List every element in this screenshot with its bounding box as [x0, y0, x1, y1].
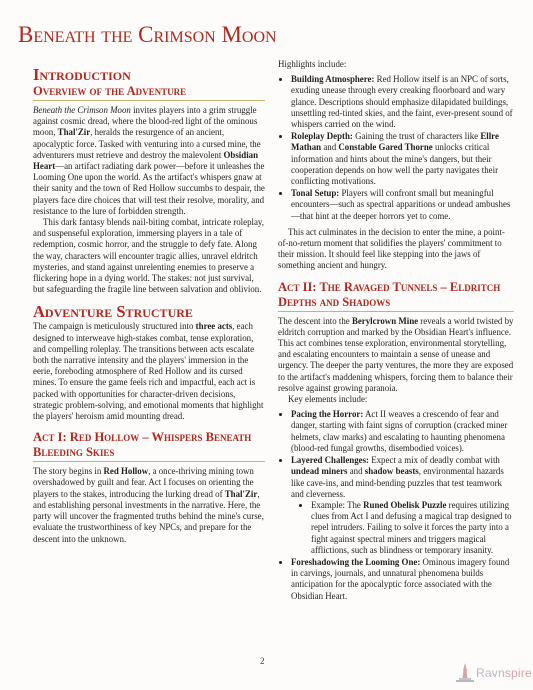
- elements-label: Key elements include:: [288, 394, 368, 405]
- right-column: [278, 59, 514, 603]
- overview-paragraph-2: This dark fantasy blends nail-biting combat, intricate roleplay, and suspenseful exploration, immersing players in a tale of redemption, cosmic horror, and the struggle to defy fate. Along the way, characters will encounter tragic allies, unravel eldritch mysteries, and stand against unrelenting enemies to preserve a flickering hope in a dying world. The stakes: not just survival, but safeguarding the fragile line between salvation and oblivion.: [33, 217, 264, 295]
- overview-heading: Overview of the Adventure: [33, 84, 265, 101]
- structure-heading: Adventure Structure: [33, 302, 193, 322]
- act2-heading: Act II: The Ravaged Tunnels – Eldritch Depths and Shadows: [278, 280, 514, 312]
- brand-logo: [452, 662, 532, 684]
- structure-paragraph: The campaign is meticulously structured into three acts, each designed to interweave high-stakes combat, tense exploration, and compelling roleplay. The transitions between acts escalate both the narrative intensity and the players' immersion in the eerie, foreboding atmosphere of Red Hollow and its cursed mines. To ensure the game feels rich and impactful, each act is packed with opportunities for character-driven decisions, strategic problem-solving, and emotional moments that highlight the players' heroism amid mounting dread.: [33, 321, 264, 422]
- act2-paragraph: The descent into the Berylcrown Mine reveals a world twisted by eldritch corruption and marked by the Obsidian Heart's influence. This act combines tense exploration, environmental storytelling, and escalating encounters to maintain a sense of unease and urgency. The deeper the party ventures, the more they are exposed to the artifact's maddening whispers, forcing them to balance their resolve against growing paranoia.: [278, 315, 514, 393]
- introduction-heading: Introduction: [33, 65, 131, 84]
- act1-paragraph: The story begins in Red Hollow, a once-thriving mining town overshadowed by guilt and fear. Act I focuses on orienting the players to the stakes, introducing the lurking dread of Thal'Zir, and establishing personal investments in the narrative. Here, the party will uncover the fragmented truths behind the mine's curse, evaluate the trustworthiness of key NPCs, and prepare for the descent into the unknown.: [33, 466, 264, 544]
- act1-heading: Act I: Red Hollow – Whispers Beneath Bleeding Skies: [33, 430, 265, 462]
- highlights-label: Highlights include:: [278, 59, 347, 69]
- list-item: • Tonal Setup: Players will confront small but meaningful encounters—such as spectral apparitions or undead ambushes—that hint at the deeper horrors yet to come.: [291, 188, 514, 222]
- list-item: • Foreshadowing the Looming One: Ominous imagery found in carvings, journals, and unnatural phenomena builds anticipation for the apocalyptic force associated with the Obsidian Heart.: [291, 557, 514, 602]
- list-item: • Building Atmosphere: Red Hollow itself is an NPC of sorts, exuding unease through every creaking floorboard and wary glance. Descriptions should emphasize dilapidated buildings, unsettling red-tinted skies, and the faint, ever-present sound of whispers carried on the wind.: [291, 74, 514, 130]
- left-column: [33, 66, 265, 545]
- document-title: Beneath the Crimson Moon: [18, 22, 277, 47]
- brand-wordmark: Ravnspire: [476, 666, 532, 680]
- list-item: • Example: The Runed Obelisk Puzzle requires utilizing clues from Act I and defusing a magical trap designed to repel intruders. Failing to solve it forces the party into a fight against spectral miners and triggers magical afflictions, such as blindness or temporary insanity.: [311, 500, 514, 556]
- example-sublist: [291, 500, 514, 556]
- act1-closing-paragraph: This act culminates in the decision to enter the mine, a point-of-no-return moment that solidifies the players' commitment to their mission. It should feel like stepping into the jaws of something ancient and hungry.: [278, 226, 505, 271]
- list-item: • Roleplay Depth: Gaining the trust of characters like Ellre Mathan and Constable Gared Thorne unlocks critical information and hints about the mine's dangers, but their cooperation depends on how well the party navigates their conflicting motivations.: [291, 131, 514, 187]
- overview-paragraph: Beneath the Crimson Moon invites players into a grim struggle against cosmic dread, where the blood-red light of the ominous moon, Thal'Zir, heralds the resurgence of an ancient, apocalyptic force. Tasked with venturing into a cursed mine, the adventurers must retrieve and destroy the malevolent Obsidian Heart—an artifact radiating dark power—before it unleashes the Looming One upon the world. As the artifact's whispers gnaw at their sanity and the town of Red Hollow succumbs to despair, the players face dire choices that will test their resolve, morality, and resistance to the lure of forbidden strength.: [33, 105, 265, 216]
- list-item: • Pacing the Horror: Act II weaves a crescendo of fear and danger, starting with faint signs of corruption (cracked miner helmets, claw marks) and escalating to haunting phenomena (blood-red fungal growths, disembodied voices).: [291, 409, 514, 454]
- list-item: • Layered Challenges: Expect a mix of deadly combat with undead miners and shadow beasts, environmental hazards like cave-ins, and mind-bending puzzles that test teamwork and cleverness. • Example: The Runed Obelisk Puzzle requires utilizing clues from Act I and defusing a magical trap designed to repel intruders. Failing to solve it forces the party into a fight against spectral miners and triggers magical afflictions, such as blindness or temporary insanity.: [291, 455, 514, 556]
- highlights-list: [278, 74, 514, 222]
- tower-icon: [454, 662, 476, 684]
- elements-list: [278, 409, 514, 601]
- page-number: 2: [260, 656, 265, 666]
